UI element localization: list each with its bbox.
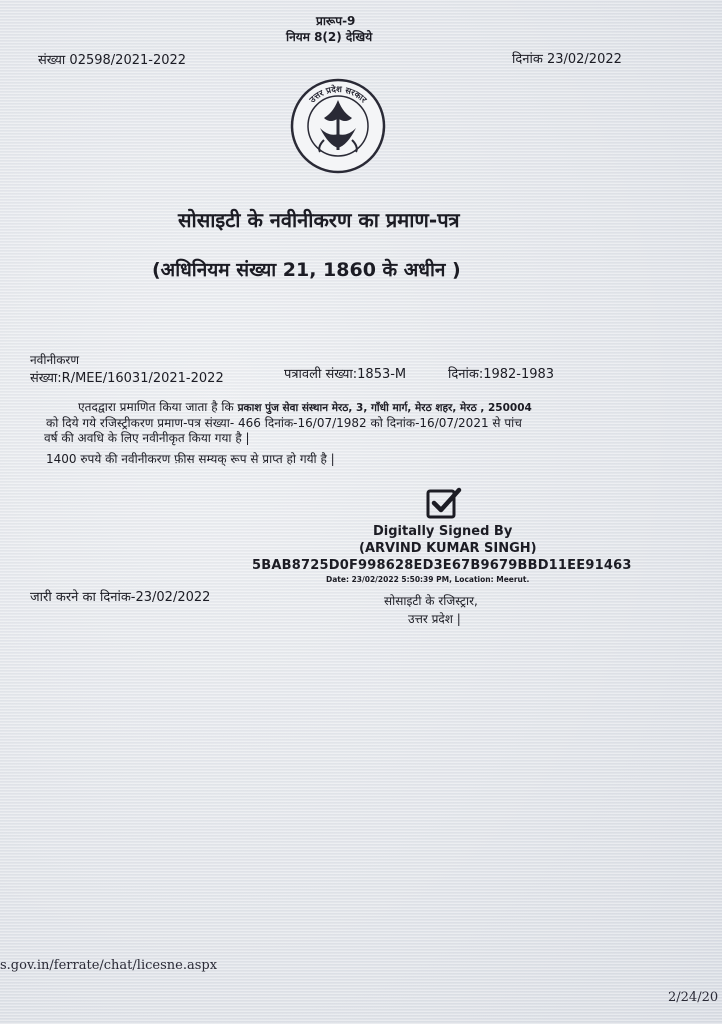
form-label: प्रारूप-9 xyxy=(316,14,356,28)
signature-hash: 5BAB8725D0F998628ED3E67B9679BBD11EE91463 xyxy=(252,558,632,573)
certificate-subtitle: (अधिनियम संख्या 21, 1860 के अधीन ) xyxy=(152,259,461,281)
registrar-title: सोसाइटी के रजिस्ट्रार, xyxy=(384,594,478,608)
emblem-text: उत्तर प्रदेश सरकार xyxy=(307,84,369,106)
signature-label: Digitally Signed By xyxy=(373,524,513,539)
signature-meta: Date: 23/02/2022 5:50:39 PM, Location: Meerut. xyxy=(326,575,530,584)
certificate-title: सोसाइटी के नवीनीकरण का प्रमाण-पत्र xyxy=(178,208,460,232)
body-line-1 xyxy=(78,398,532,415)
certificate-number: संख्या 02598/2021-2022 xyxy=(38,53,187,68)
signer-name: (ARVIND KUMAR SINGH) xyxy=(359,541,537,556)
renewal-label: नवीनीकरण xyxy=(30,353,80,367)
certificate-date: दिनांक 23/02/2022 xyxy=(512,52,622,67)
up-government-emblem-icon xyxy=(290,78,386,174)
body-line-3: वर्ष की अवधि के लिए नवीनीकृत किया गया है | xyxy=(44,431,250,445)
file-number: पत्रावली संख्या:1853-M xyxy=(284,367,407,382)
fee-line: 1400 रुपये की नवीनीकरण फ़ीस सम्यक् रूप से प्राप्त हो गयी है | xyxy=(46,452,335,466)
rule-reference: नियम 8(2) देखिये xyxy=(286,30,373,44)
print-url: s.gov.in/ferrate/chat/licesne.aspx xyxy=(0,958,218,973)
print-date: 2/24/20 xyxy=(668,990,719,1005)
organization-name-address: प्रकाश पुंज सेवा संस्थान मेरठ, 3, गाँधी मार्ग, मेरठ शहर, मेरठ , 250004 xyxy=(237,402,532,414)
file-date: दिनांक:1982-1983 xyxy=(448,367,555,382)
renewal-number: संख्या:R/MEE/16031/2021-2022 xyxy=(30,371,224,386)
registrar-state: उत्तर प्रदेश | xyxy=(408,612,461,626)
body-line-1-start: एतदद्वारा प्रमाणित किया जाता है कि xyxy=(78,400,234,414)
issue-date: जारी करने का दिनांक-23/02/2022 xyxy=(30,590,211,605)
body-line-2: को दिये गये रजिस्ट्रीकरण प्रमाण-पत्र संख्या- 466 दिनांक-16/07/1982 को दिनांक-16/07/2021 से पांच xyxy=(46,416,522,430)
checkbox-checked-icon xyxy=(426,486,462,520)
